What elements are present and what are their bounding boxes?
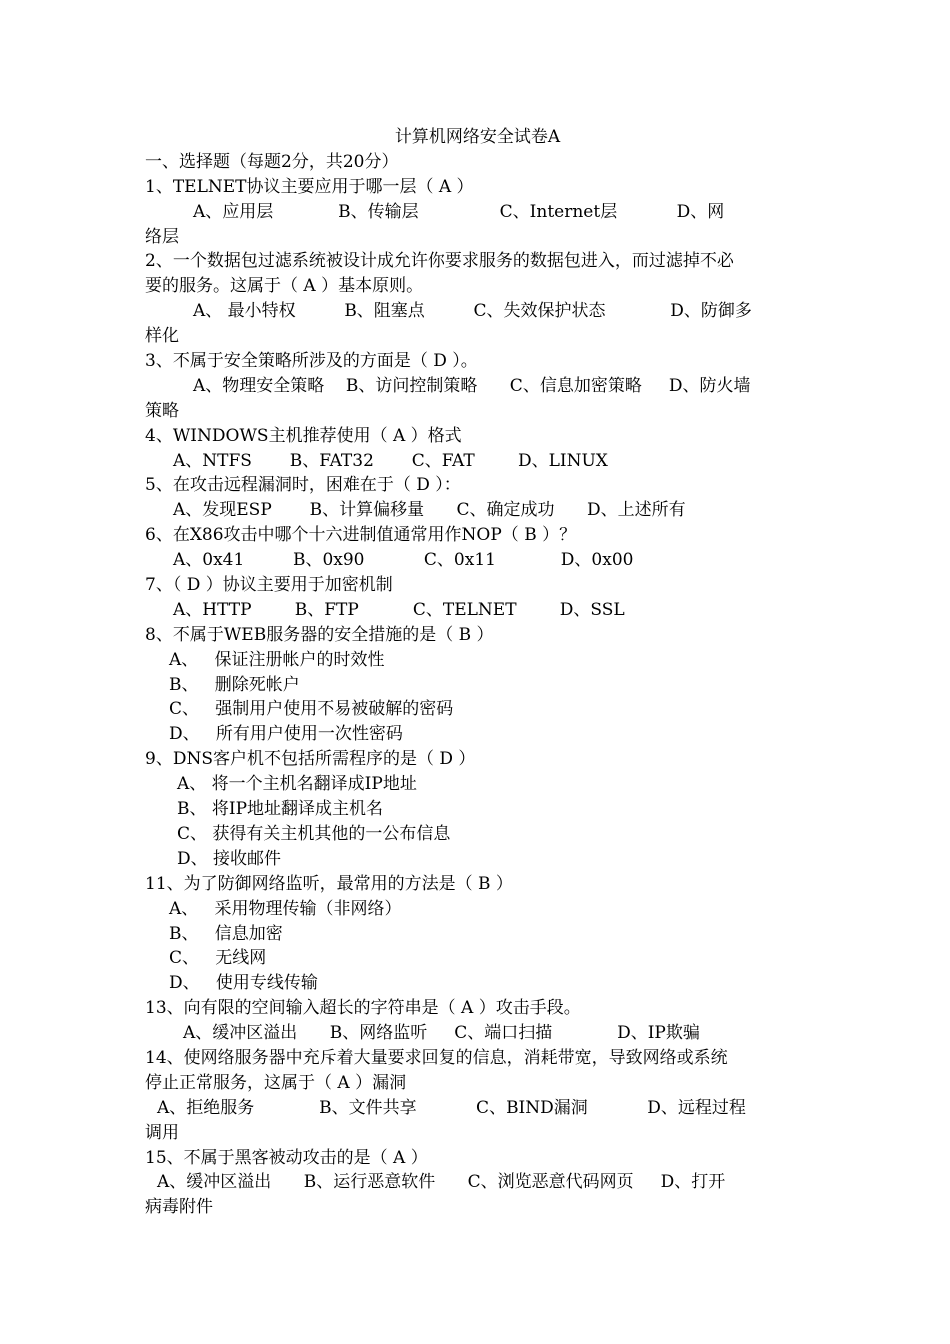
- question-15: 15、不属于黑客被动攻击的是（ A ）: [145, 1147, 428, 1168]
- question-13-options: A、缓冲区溢出 B、网络监听 C、端口扫描 D、IP欺骗: [183, 1023, 700, 1044]
- question-2-options: A、 最小特权 B、阻塞点 C、失效保护状态 D、防御多: [193, 301, 752, 322]
- question-5: 5、在攻击远程漏洞时，困难在于（ D ）：: [145, 475, 461, 496]
- question-9: 9、DNS客户机不包括所需程序的是（ D ）: [145, 749, 476, 770]
- question-9-option-d: D、 接收邮件: [177, 848, 282, 869]
- question-15-options-cont: 病毒附件: [145, 1197, 213, 1218]
- question-11: 11、为了防御网络监听，最常用的方法是（ B ）: [145, 873, 513, 894]
- question-14: 14、使网络服务器中充斥着大量要求回复的信息，消耗带宽，导致网络或系统: [145, 1047, 728, 1068]
- exam-content: [145, 125, 810, 1220]
- question-5-options: A、发现ESP B、计算偏移量 C、确定成功 D、上述所有: [173, 500, 686, 521]
- question-3-options-cont: 策略: [145, 400, 179, 421]
- question-7-options: A、HTTP B、FTP C、TELNET D、SSL: [173, 599, 625, 620]
- question-9-option-a: A、 将一个主机名翻译成IP地址: [177, 774, 417, 795]
- question-8-option-b: B、 删除死帐户: [169, 674, 300, 695]
- question-11-option-b: B、 信息加密: [169, 923, 283, 944]
- question-14-options: A、拒绝服务 B、文件共享 C、BIND漏洞 D、远程过程: [157, 1097, 746, 1118]
- question-1: 1、TELNET协议主要应用于哪一层（ A ）: [145, 176, 474, 197]
- question-4: 4、WINDOWS主机推荐使用（ A ）格式: [145, 425, 462, 446]
- section-heading: 一、选择题（每题2分，共20分）: [145, 151, 399, 172]
- question-13: 13、向有限的空间输入超长的字符串是（ A ）攻击手段。: [145, 998, 581, 1019]
- question-2-cont: 要的服务。这属于（ A ）基本原则。: [145, 276, 424, 297]
- question-1-options-cont: 络层: [145, 226, 179, 247]
- question-3-options: A、物理安全策略 B、访问控制策略 C、信息加密策略 D、防火墙: [193, 375, 751, 396]
- question-4-options: A、NTFS B、FAT32 C、FAT D、LINUX: [173, 450, 608, 471]
- question-8-option-a: A、 保证注册帐户的时效性: [169, 649, 385, 670]
- exam-title: 计算机网络安全试卷A: [394, 127, 561, 147]
- question-8-option-c: C、 强制用户使用不易被破解的密码: [169, 699, 454, 720]
- question-6: 6、在X86攻击中哪个十六进制值通常用作NOP（ B ）？: [145, 525, 577, 546]
- question-2: 2、一个数据包过滤系统被设计成允许你要求服务的数据包进入，而过滤掉不必: [145, 251, 734, 272]
- question-11-option-d: D、 使用专线传输: [169, 973, 318, 994]
- question-8-option-d: D、 所有用户使用一次性密码: [169, 724, 403, 745]
- question-11-option-c: C、 无线网: [169, 948, 267, 969]
- question-1-options: A、应用层 B、传输层 C、Internet层 D、网: [193, 201, 725, 222]
- question-14-options-cont: 调用: [145, 1122, 179, 1143]
- question-14-cont: 停止正常服务，这属于（ A ）漏洞: [145, 1072, 407, 1093]
- question-2-options-cont: 样化: [145, 326, 179, 347]
- question-9-option-b: B、 将IP地址翻译成主机名: [177, 799, 384, 820]
- question-7: 7、（ D ）协议主要用于加密机制: [145, 575, 393, 596]
- question-8: 8、不属于WEB服务器的安全措施的是（ B ）: [145, 624, 494, 645]
- question-9-option-c: C、 获得有关主机其他的一公布信息: [177, 823, 451, 844]
- question-15-options: A、缓冲区溢出 B、运行恶意软件 C、浏览恶意代码网页 D、打开: [157, 1172, 726, 1193]
- question-11-option-a: A、 采用物理传输（非网络）: [169, 898, 402, 919]
- question-6-options: A、0x41 B、0x90 C、0x11 D、0x00: [173, 550, 634, 571]
- question-3: 3、不属于安全策略所涉及的方面是（ D ）。: [145, 351, 478, 372]
